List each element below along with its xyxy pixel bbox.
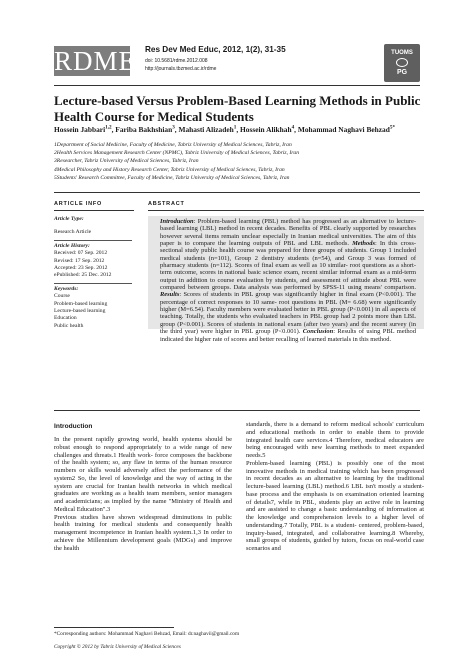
abstract-conclusion-label: Conclusion [302, 328, 334, 336]
keyword-item: Education [54, 315, 77, 322]
affiliation-5: 5Students' Research Committee, Faculty of Medicine, Tabriz University of Medical Sciences, Tabriz, Iran [54, 174, 290, 181]
body-paragraph: standards, there is a demand to reform medical schools' curriculum and educational methods in order to enable them to provide integrated health care services.4 Therefore, medical educators are being encouraged with new learning methods to meet expanded needs.5 [246, 421, 424, 459]
history-revised: Revised: 17 Sep. 2012 [54, 257, 105, 264]
article-type-value: Research Article [54, 229, 92, 236]
author-list: Hossein Jabbari$^{1,2}$, Fariba Bakhshian$^3$, Mahasti Alizadeh$^1$, Hossein Alikhah$^4$, Mohammad Naghavi Behzad$^{5*}$ [54, 124, 396, 134]
body-paragraph: In the present rapidly growing world, health systems should be robust enough to respond appropriately to a wide range of new challenges and threats.1 Health work- force composes the backbone of the health system; so, any flaw in terms of the human resource numbers or skills would adversely affect the performance of the system2 So, the level of knowledge and the way of acting in the system are crucial for Iranian health networks in which medical graduates are working as a health team members, senior managers and academicians; as implied by the name "Ministry of Health and Medical Education".3 [54, 436, 232, 513]
keyword-item: Lecture-based learning [54, 308, 106, 315]
info-heading-rule [54, 210, 134, 211]
affiliation-2: 2Health Services Management Research Center (NPMC), Tabriz University of Medical Sciences, Tabriz, Iran [54, 150, 299, 157]
body-paragraph: Previous studies have shown widespread diminutions in public health training for medical students and consequently health management incompetence in Iranian health system.1,3 In order to achieve the Millennium development goals (MDGs) and improve the health [54, 513, 232, 552]
keyword-item: Problem-based learning [54, 300, 108, 307]
left-column [54, 436, 232, 552]
journal-url[interactable]: http://journals.tbzmed.ac.ir/rdme [145, 66, 217, 72]
abstract-intro-label: Introduction [160, 218, 194, 225]
abstract-heading: ABSTRACT [148, 201, 185, 207]
article-history-label: Article History: [54, 242, 90, 249]
right-column [246, 421, 424, 553]
history-received: Received: 07 Sep. 2012 [54, 250, 108, 257]
correspondence-note: *Corresponding authors: Mohammad Naghavi Behzad, Email: dr.naghavii@gmail.com [54, 631, 240, 637]
history-epublished: ePublished: 25 Dec. 2012 [54, 272, 112, 279]
abstract-text: Introduction: Problem-based learning (PBL) method has progressed as an alternative to lecture-based learning (LBL) method in recent decades. Benefits of PBL clearly supported by researches however several items remain unclear especially in Iranian medical universities. The aim of this paper is to compare the learning outputs of PBL and LBL methods. Methods: In this cross- sectional study public health course was prepared for three groups of students. Group 1 included medical students (n=101), Group 2 dentistry students (n=54), and Group 3 was formed of pharmacy students (n=112). Scores of final exam as well as 10 similar- root questions as a short-term outcome, scores in national basic science exam, recent similar informal exam as a mid-term output in addition to course evaluation by students, and assessment of attitude about PBL were compared between groups. Data analysis was performed by SPSS-11 using means' comparison. Results: Scores of students in PBL group was significantly higher in final exam (P<0.001). The percentage of correct responses to 10 same- root questions in PBL (M= 6.68) were significantly higher (M=6.54). Faculty members were evaluated better in PBL group (P<0.001) in all aspects of teaching. Totally, the students who evaluated teachers in PBL group had 2 points more than LBL group (P<0.001). Scores of students in national exam (after two years) and the recent survey (in the third year) were higher in PBL group (P<0.001). Conclusion: Results of using PBL method indicated the higher rate of scores and better recalling of learned materials in this method. [160, 218, 416, 343]
affiliations [54, 141, 424, 182]
article-type-label: Article Type: [54, 216, 84, 222]
affiliation-4: 4Medical Philosophy and History Research Center, Tabriz University of Medical Sciences, Tabriz, Iran [54, 166, 285, 173]
header-divider [54, 85, 420, 86]
doi-text: doi: 10.5681/rdme.2012.008 [145, 58, 208, 64]
footnote-rule [54, 627, 174, 628]
body-paragraph: Problem-based learning (PBL) is possibly one of the most innovative methods in medical training which has been progressed in recent decades as an alternative to learning by the traditional lecture-based learning (LBL) method.6 LBL isn't mostly a student-base process and the emphasis is on examination oriented learning of details7, while in PBL, students play an active role in learning and are assisted to change a basic understanding of information at the knowledge and comprehension levels to a higher level of understanding.7 Totally, PBL is a student- centered, problem-based, inquiry-based, integrated, and collaborative learning.8 Whereby, small groups of students, guided by tutors, focus on real-world case scenarios and [246, 459, 424, 552]
copyright-note: Copyright © 2012 by Tabriz University of Medical Sciences [54, 644, 181, 650]
abstract-results-label: Results [160, 291, 180, 299]
article-info-heading: ARTICLE INFO [54, 201, 103, 207]
abstract-bottom-rule [54, 410, 420, 411]
history-accepted: Accepted: 23 Sep. 2012 [54, 265, 108, 272]
abstract-heading-rule [148, 210, 424, 211]
seal-icon [396, 58, 408, 67]
keywords-label: Keywords: [54, 285, 79, 292]
affiliation-1: 1Department of Social Medicine, Faculty of Medicine, Tabriz University of Medical Sciences, Tabriz, Iran [54, 142, 292, 148]
keyword-item: Course [54, 293, 70, 300]
journal-logo: RDME [54, 46, 137, 76]
article-title: Lecture-based Versus Problem-Based Learning Methods in Public Health Course for Medical Students [54, 93, 421, 124]
introduction-heading: Introduction [54, 423, 93, 430]
abstract-methods-label: Methods [352, 240, 375, 248]
publisher-badge: TUOMS PG [384, 44, 420, 82]
keyword-item: Public health [54, 322, 84, 329]
affiliation-divider [54, 192, 420, 193]
journal-citation: Res Dev Med Educ, 2012, 1(2), 31-35 [145, 45, 286, 54]
affiliation-3: 3Researcher, Tabriz University of Medical Sciences, Tabriz, Iran [54, 158, 199, 165]
article-info-panel [54, 216, 132, 330]
